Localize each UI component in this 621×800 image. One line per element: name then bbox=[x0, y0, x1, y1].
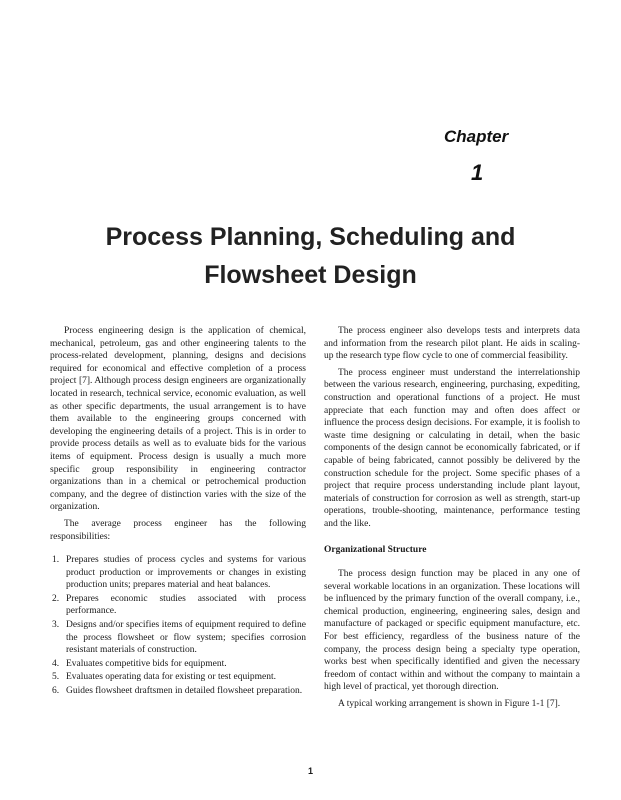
responsibilities-list bbox=[50, 554, 306, 698]
section-heading: Organizational Structure bbox=[324, 544, 427, 555]
list-item-number: 3. bbox=[52, 620, 60, 631]
list-item-number: 2. bbox=[52, 593, 60, 604]
chapter-title-line-2: Flowsheet Design bbox=[204, 261, 417, 289]
list-item bbox=[50, 671, 306, 684]
chapter-title bbox=[20, 218, 601, 294]
figure-reference-paragraph: A typical working arrangement is shown in Figure 1-1 [7]. bbox=[338, 699, 561, 710]
list-item-text: Evaluates competitive bids for equipment. bbox=[66, 658, 227, 669]
list-item-number: 6. bbox=[52, 686, 60, 697]
left-column bbox=[50, 325, 306, 699]
chapter-title-line-1: Process Planning, Scheduling and bbox=[105, 223, 516, 251]
intro-paragraph: Process engineering design is the application of chemical, mechanical, petroleum, gas and other engineering talents to the process-related development, planning, designs and decisions required for economical and effective completion of a process project [7]. Although process design engineers are organizationally located in research, technical service, economic evaluation, as well as other specific departments, the usual arrangement is to have them available to the engineering groups concerned with developing the engineering details of a project. This is in order to provide process details as well as to evaluate bids for the various items of equipment. Process design is usually a much more specific group responsibility in engineering contractor organizations than in a chemical or petrochemical production company, and the degree of distinction varies with the size of the organization. bbox=[50, 326, 306, 513]
chapter-number: 1 bbox=[471, 160, 484, 185]
list-item-text: Designs and/or specifies items of equipment required to define the process flowsheet or flow system; specifies corrosion resistant materials of construction. bbox=[66, 620, 306, 656]
list-item bbox=[50, 554, 306, 592]
list-item bbox=[50, 658, 306, 671]
responsibilities-intro: The average process engineer has the following responsibilities: bbox=[50, 518, 306, 542]
list-item-text: Guides flowsheet draftsmen in detailed flowsheet preparation. bbox=[66, 686, 303, 697]
list-item-number: 4. bbox=[52, 658, 60, 669]
list-item bbox=[50, 593, 306, 618]
list-item bbox=[50, 619, 306, 657]
list-item bbox=[50, 685, 306, 698]
list-item-text: Prepares economic studies associated with process performance. bbox=[66, 593, 306, 617]
list-item-number: 1. bbox=[52, 555, 60, 566]
right-column bbox=[324, 325, 580, 715]
list-item-number: 5. bbox=[52, 672, 60, 683]
chapter-label: Chapter bbox=[444, 127, 509, 146]
interrelationship-paragraph: The process engineer must understand the interrelationship between the various research, engineering, purchasing, expediting, construction and operational functions of a project. He must appreciate that each function may and often does affect or influence the process design decisions. For example, it is foolish to waste time designing or calculating in detail, when the basic components of the design cannot be economically fabricated, or if capable of being fabricated, cannot possibly be delivered by the construction schedule for the project. Some specific phases of a project that require process understanding include plant layout, materials of construction for corrosion as well as strength, start-up operations, trouble-shooting, maintenance, performance testing and the like. bbox=[324, 367, 580, 529]
pilot-plant-paragraph: The process engineer also develops tests and interprets data and information from the research pilot plant. He aids in scaling-up the research type flow cycle to one of commercial feasibility. bbox=[324, 326, 580, 362]
list-item-text: Evaluates operating data for existing or test equipment. bbox=[66, 672, 276, 683]
organization-paragraph: The process design function may be placed in any one of several workable locations in an organization. These locations will be influenced by the primary function of the overall company, i.e., chemical production, engineering, engineering sales, design and manufacture of packaged or specific equipment manufacture, etc. For best efficiency, regardless of the business nature of the company, the process design being a specialty type operation, works best when specifically identified and given the necessary freedom of contact within and without the company to maintain a high level of practical, yet thorough direction. bbox=[324, 569, 580, 693]
list-item-text: Prepares studies of process cycles and systems for various product production or improvements or changes in existing production units; prepares material and heat balances. bbox=[66, 555, 306, 591]
page-number: 1 bbox=[307, 766, 313, 776]
